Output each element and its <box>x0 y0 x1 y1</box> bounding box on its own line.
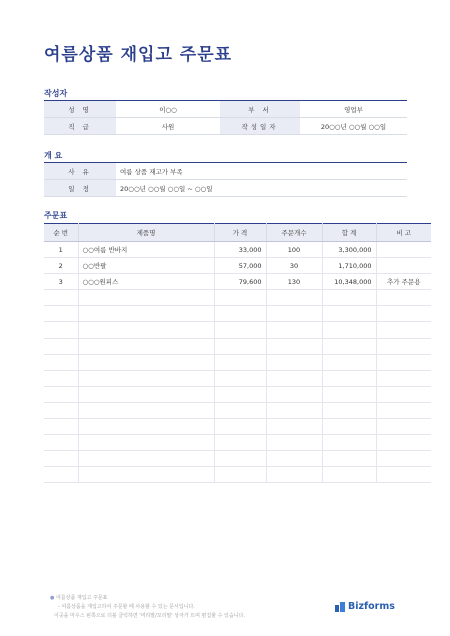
footer-line3: 이곳을 마우스 왼쪽으로 더블 클릭하면 '머리말/꼬리말' 상자가 뜨며 편집할 수 있습니다. <box>54 613 245 619</box>
empty-cell[interactable] <box>78 419 214 435</box>
author-table <box>44 100 407 135</box>
empty-cell[interactable] <box>214 435 266 451</box>
empty-cell[interactable] <box>78 354 214 370</box>
total-cell[interactable]: 10,348,000 <box>322 274 376 290</box>
empty-cell[interactable] <box>266 386 322 402</box>
reason-label: 사 유 <box>44 163 116 180</box>
col-header-total: 합 계 <box>322 224 376 242</box>
empty-cell[interactable] <box>322 467 376 483</box>
empty-cell[interactable] <box>322 306 376 322</box>
empty-cell[interactable] <box>266 322 322 338</box>
qty-cell[interactable]: 30 <box>266 258 322 274</box>
empty-cell[interactable] <box>322 322 376 338</box>
empty-cell[interactable] <box>44 370 78 386</box>
author-row <box>44 101 407 118</box>
overview-row <box>44 163 407 180</box>
bullet-icon: ● <box>50 595 56 601</box>
empty-order-row <box>44 386 431 402</box>
page-title: 여름상품 재입고 주문표 <box>44 45 233 65</box>
empty-cell[interactable] <box>322 402 376 418</box>
empty-order-row <box>44 451 431 467</box>
footer-line2: - 여름상품을 재입고하여 주문할 때 사용할 수 있는 문서입니다. <box>58 604 195 610</box>
order-no-cell[interactable]: 1 <box>44 242 78 258</box>
product-name-cell[interactable]: ○○여름 반바지 <box>78 242 214 258</box>
empty-cell[interactable] <box>266 402 322 418</box>
empty-cell[interactable] <box>322 354 376 370</box>
footer-title: 여름상품 재입고 주문표 <box>55 595 108 601</box>
order-table <box>44 223 431 483</box>
name-label: 성 명 <box>44 101 116 118</box>
empty-cell[interactable] <box>44 322 78 338</box>
empty-cell[interactable] <box>322 386 376 402</box>
qty-cell[interactable]: 100 <box>266 242 322 258</box>
empty-cell[interactable] <box>214 386 266 402</box>
empty-cell[interactable] <box>214 354 266 370</box>
empty-cell[interactable] <box>44 338 78 354</box>
empty-cell[interactable] <box>322 435 376 451</box>
price-cell[interactable]: 33,000 <box>214 242 266 258</box>
note-cell[interactable] <box>376 242 431 258</box>
order-row <box>44 242 431 258</box>
empty-cell[interactable] <box>214 290 266 306</box>
empty-cell[interactable] <box>44 354 78 370</box>
reason-value[interactable]: 여름 상품 재고가 부족 <box>116 163 407 180</box>
rank-label: 직 급 <box>44 118 116 135</box>
empty-order-row <box>44 338 431 354</box>
empty-cell[interactable] <box>78 290 214 306</box>
empty-cell[interactable] <box>44 435 78 451</box>
footer-note[interactable] <box>50 594 245 621</box>
note-cell[interactable] <box>376 258 431 274</box>
empty-cell[interactable] <box>322 370 376 386</box>
order-no-cell[interactable]: 2 <box>44 258 78 274</box>
empty-cell[interactable] <box>78 322 214 338</box>
overview-section-label: 개 요 <box>44 151 63 160</box>
schedule-label: 일 정 <box>44 180 116 197</box>
empty-order-row <box>44 290 431 306</box>
empty-cell[interactable] <box>322 290 376 306</box>
empty-order-row <box>44 419 431 435</box>
col-header-note: 비 고 <box>376 224 431 242</box>
date-label: 작성일자 <box>220 118 300 135</box>
empty-cell[interactable] <box>266 338 322 354</box>
date-value[interactable]: 20○○년 ○○월 ○○일 <box>300 118 407 135</box>
empty-cell[interactable] <box>376 402 431 418</box>
empty-cell[interactable] <box>266 435 322 451</box>
empty-cell[interactable] <box>214 338 266 354</box>
total-cell[interactable]: 3,300,000 <box>322 242 376 258</box>
empty-cell[interactable] <box>78 467 214 483</box>
empty-cell[interactable] <box>214 419 266 435</box>
empty-cell[interactable] <box>78 386 214 402</box>
empty-cell[interactable] <box>44 386 78 402</box>
empty-cell[interactable] <box>78 402 214 418</box>
empty-order-row <box>44 435 431 451</box>
product-name-cell[interactable]: ○○○원피스 <box>78 274 214 290</box>
empty-cell[interactable] <box>376 386 431 402</box>
empty-cell[interactable] <box>214 402 266 418</box>
empty-cell[interactable] <box>266 419 322 435</box>
empty-cell[interactable] <box>44 419 78 435</box>
empty-cell[interactable] <box>78 435 214 451</box>
bizforms-logo-icon <box>335 602 345 612</box>
author-row <box>44 118 407 135</box>
order-section-label: 주문표 <box>44 211 68 220</box>
empty-cell[interactable] <box>376 370 431 386</box>
brand-name: Bizforms <box>348 601 395 612</box>
name-value[interactable]: 이○○ <box>116 101 220 118</box>
empty-cell[interactable] <box>78 370 214 386</box>
total-cell[interactable]: 1,710,000 <box>322 258 376 274</box>
order-row <box>44 274 431 290</box>
overview-table <box>44 162 407 197</box>
empty-cell[interactable] <box>376 322 431 338</box>
empty-cell[interactable] <box>214 467 266 483</box>
empty-cell[interactable] <box>44 402 78 418</box>
empty-cell[interactable] <box>266 306 322 322</box>
empty-cell[interactable] <box>266 467 322 483</box>
col-header-product: 제품명 <box>78 224 214 242</box>
empty-cell[interactable] <box>214 370 266 386</box>
empty-cell[interactable] <box>266 354 322 370</box>
empty-cell[interactable] <box>214 451 266 467</box>
brand-logo <box>335 601 395 612</box>
empty-cell[interactable] <box>78 451 214 467</box>
qty-cell[interactable]: 130 <box>266 274 322 290</box>
empty-cell[interactable] <box>266 290 322 306</box>
empty-cell[interactable] <box>266 451 322 467</box>
empty-cell[interactable] <box>376 419 431 435</box>
empty-cell[interactable] <box>44 290 78 306</box>
order-no-cell[interactable]: 3 <box>44 274 78 290</box>
empty-cell[interactable] <box>376 354 431 370</box>
empty-cell[interactable] <box>322 338 376 354</box>
order-row <box>44 258 431 274</box>
col-header-price: 가 격 <box>214 224 266 242</box>
empty-cell[interactable] <box>376 451 431 467</box>
col-header-qty: 주문개수 <box>266 224 322 242</box>
order-header-row <box>44 224 431 242</box>
empty-cell[interactable] <box>214 306 266 322</box>
author-section-label: 작성자 <box>44 89 68 98</box>
schedule-value[interactable]: 20○○년 ○○월 ○○일 ~ ○○일 <box>116 180 407 197</box>
empty-order-row <box>44 370 431 386</box>
empty-cell[interactable] <box>266 370 322 386</box>
empty-cell[interactable] <box>44 306 78 322</box>
empty-cell[interactable] <box>376 467 431 483</box>
empty-cell[interactable] <box>322 419 376 435</box>
product-name-cell[interactable]: ○○반팔 <box>78 258 214 274</box>
department-label: 부 서 <box>220 101 300 118</box>
empty-cell[interactable] <box>322 451 376 467</box>
empty-cell[interactable] <box>214 322 266 338</box>
empty-order-row <box>44 354 431 370</box>
empty-order-row <box>44 402 431 418</box>
empty-cell[interactable] <box>376 435 431 451</box>
overview-row <box>44 180 407 197</box>
empty-cell[interactable] <box>376 306 431 322</box>
empty-order-row <box>44 467 431 483</box>
col-header-no: 순 번 <box>44 224 78 242</box>
rank-value[interactable]: 사원 <box>116 118 220 135</box>
empty-cell[interactable] <box>78 338 214 354</box>
price-cell[interactable]: 57,000 <box>214 258 266 274</box>
empty-cell[interactable] <box>78 306 214 322</box>
empty-order-row <box>44 306 431 322</box>
empty-cell[interactable] <box>376 290 431 306</box>
price-cell[interactable]: 79,600 <box>214 274 266 290</box>
empty-order-row <box>44 322 431 338</box>
note-cell[interactable]: 추가 주문용 <box>376 274 431 290</box>
empty-cell[interactable] <box>44 451 78 467</box>
empty-cell[interactable] <box>376 338 431 354</box>
department-value[interactable]: 영업부 <box>300 101 407 118</box>
empty-cell[interactable] <box>44 467 78 483</box>
